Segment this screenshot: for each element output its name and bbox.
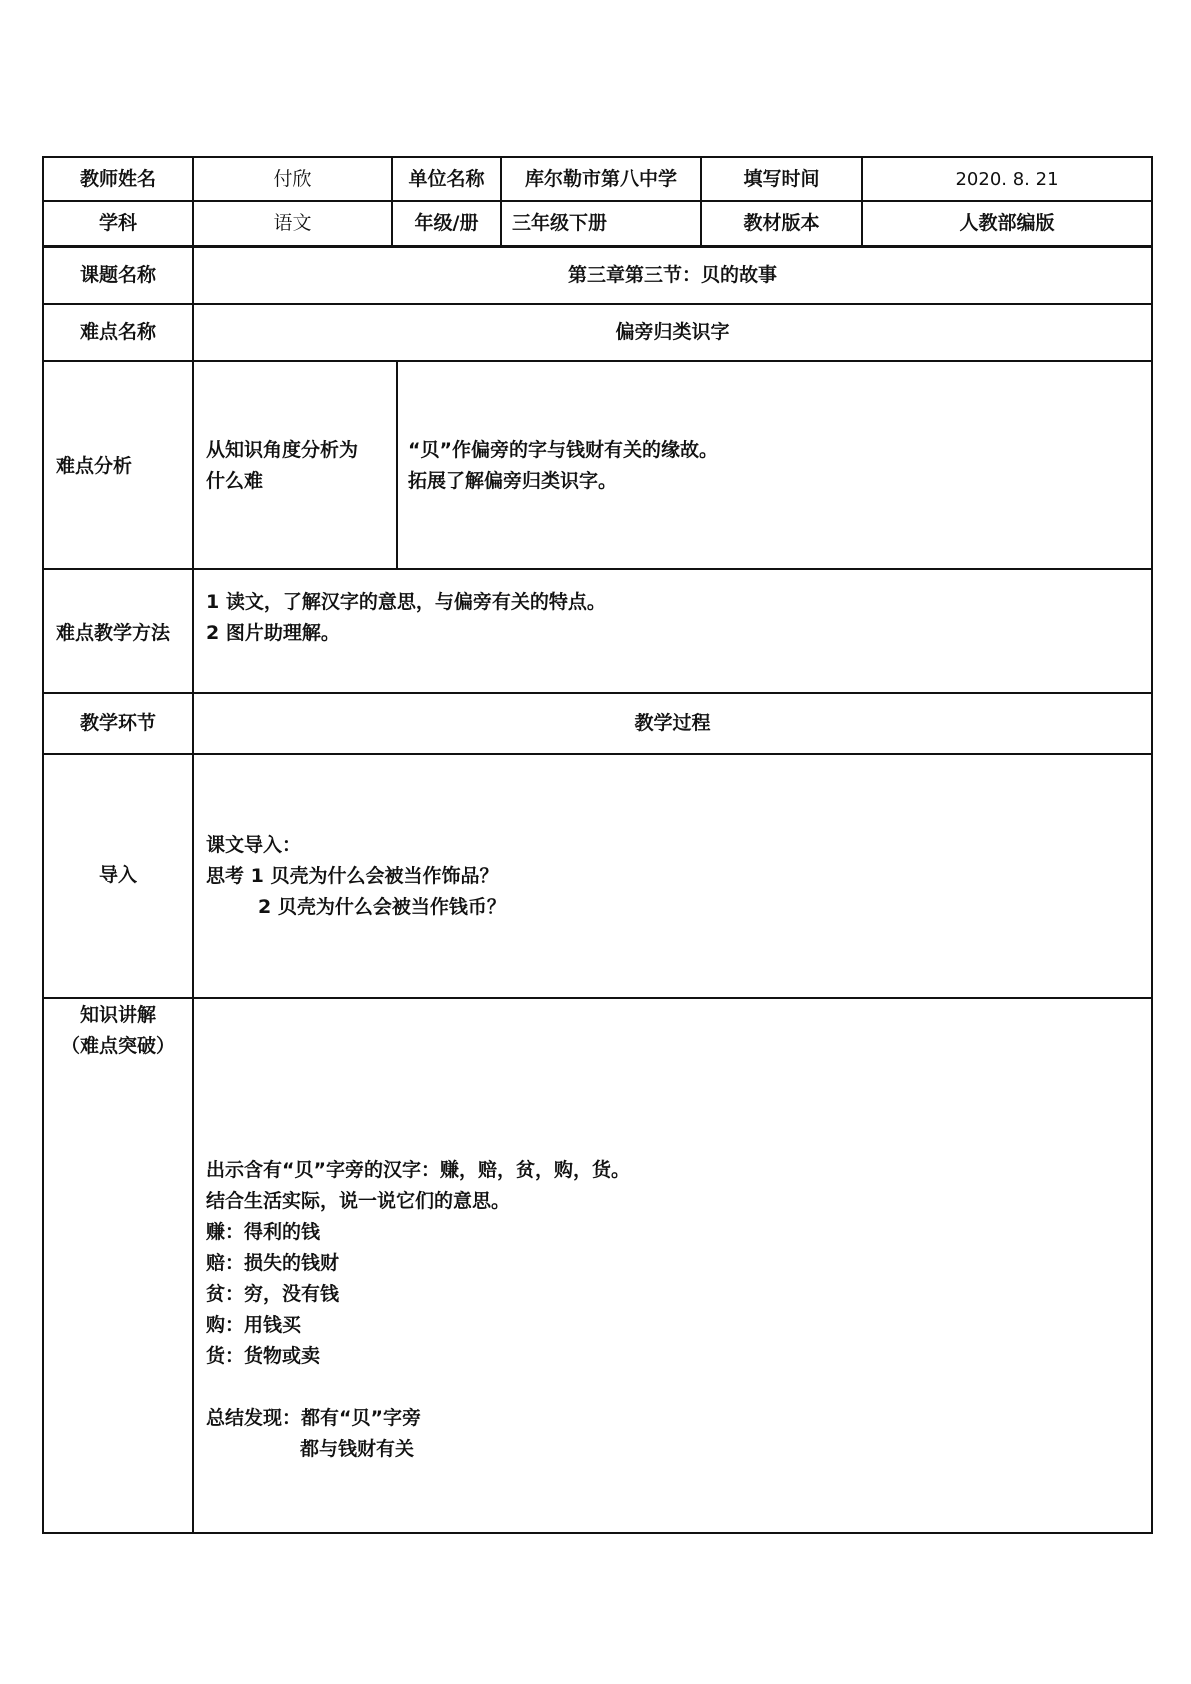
analysis-label: 难点分析 bbox=[56, 455, 133, 477]
intro-label: 导入 bbox=[98, 864, 137, 886]
analysis-line2: 拓展了解偏旁归类识字。 bbox=[408, 470, 618, 492]
knowledge-line7: 货：货物或卖 bbox=[206, 1345, 321, 1367]
knowledge-line4: 赔：损失的钱财 bbox=[206, 1252, 340, 1274]
teacher-label: 教师姓名 bbox=[79, 167, 156, 190]
analysis-line1: “贝”作偏旁的字与钱财有关的缘故。 bbox=[408, 439, 718, 461]
knowledge-label-line2: （难点突破） bbox=[60, 1035, 175, 1057]
knowledge-label-line1: 知识讲解 bbox=[79, 1004, 156, 1026]
knowledge-line1: 出示含有“贝”字旁的汉字：赚，赔，贫，购，货。 bbox=[206, 1159, 630, 1181]
intro-line3: 2 贝壳为什么会被当作钱币？ bbox=[258, 896, 506, 918]
process-stage-label: 教学环节 bbox=[79, 712, 156, 734]
method-line1: 1 读文，了解汉字的意思，与偏旁有关的特点。 bbox=[206, 591, 606, 613]
analysis-sublabel-line2: 什么难 bbox=[206, 470, 264, 492]
unit-label: 单位名称 bbox=[408, 167, 485, 190]
intro-line2: 思考 1 贝壳为什么会被当作饰品？ bbox=[206, 865, 499, 887]
column-divider bbox=[192, 156, 194, 1534]
date-value: 2020. 8. 21 bbox=[955, 168, 1059, 190]
subject-value: 语文 bbox=[273, 212, 312, 234]
knowledge-summary-line1: 总结发现：都有“贝”字旁 bbox=[206, 1407, 421, 1429]
topic-label: 课题名称 bbox=[79, 264, 156, 286]
process-header: 教学过程 bbox=[634, 712, 711, 734]
row-divider bbox=[42, 753, 1153, 755]
teacher-name: 付欣 bbox=[273, 167, 312, 190]
grade-label: 年级/册 bbox=[414, 212, 479, 234]
knowledge-line6: 购：用钱买 bbox=[206, 1314, 302, 1336]
knowledge-line2: 结合生活实际，说一说它们的意思。 bbox=[206, 1190, 511, 1212]
method-line2: 2 图片助理解。 bbox=[206, 622, 340, 644]
row-divider bbox=[42, 568, 1153, 570]
method-label: 难点教学方法 bbox=[56, 622, 171, 644]
analysis-sublabel-line1: 从知识角度分析为 bbox=[206, 439, 359, 461]
edition-value: 人教部编版 bbox=[959, 212, 1055, 234]
difficulty-value: 偏旁归类识字 bbox=[615, 321, 730, 343]
subject-label: 学科 bbox=[98, 212, 137, 234]
knowledge-line3: 赚：得利的钱 bbox=[206, 1221, 321, 1243]
column-divider bbox=[396, 361, 398, 569]
date-label: 填写时间 bbox=[743, 167, 820, 190]
intro-line1: 课文导入： bbox=[206, 834, 302, 856]
edition-label: 教材版本 bbox=[743, 212, 820, 234]
topic-value: 第三章第三节：贝的故事 bbox=[567, 264, 777, 286]
unit-name: 库尔勒市第八中学 bbox=[524, 167, 677, 190]
row-divider bbox=[42, 997, 1153, 999]
difficulty-label: 难点名称 bbox=[79, 321, 156, 343]
row-divider bbox=[42, 360, 1153, 362]
knowledge-line5: 贫：穷，没有钱 bbox=[206, 1283, 340, 1305]
knowledge-summary-line2: 都与钱财有关 bbox=[300, 1438, 415, 1460]
grade-value: 三年级下册 bbox=[512, 212, 608, 234]
